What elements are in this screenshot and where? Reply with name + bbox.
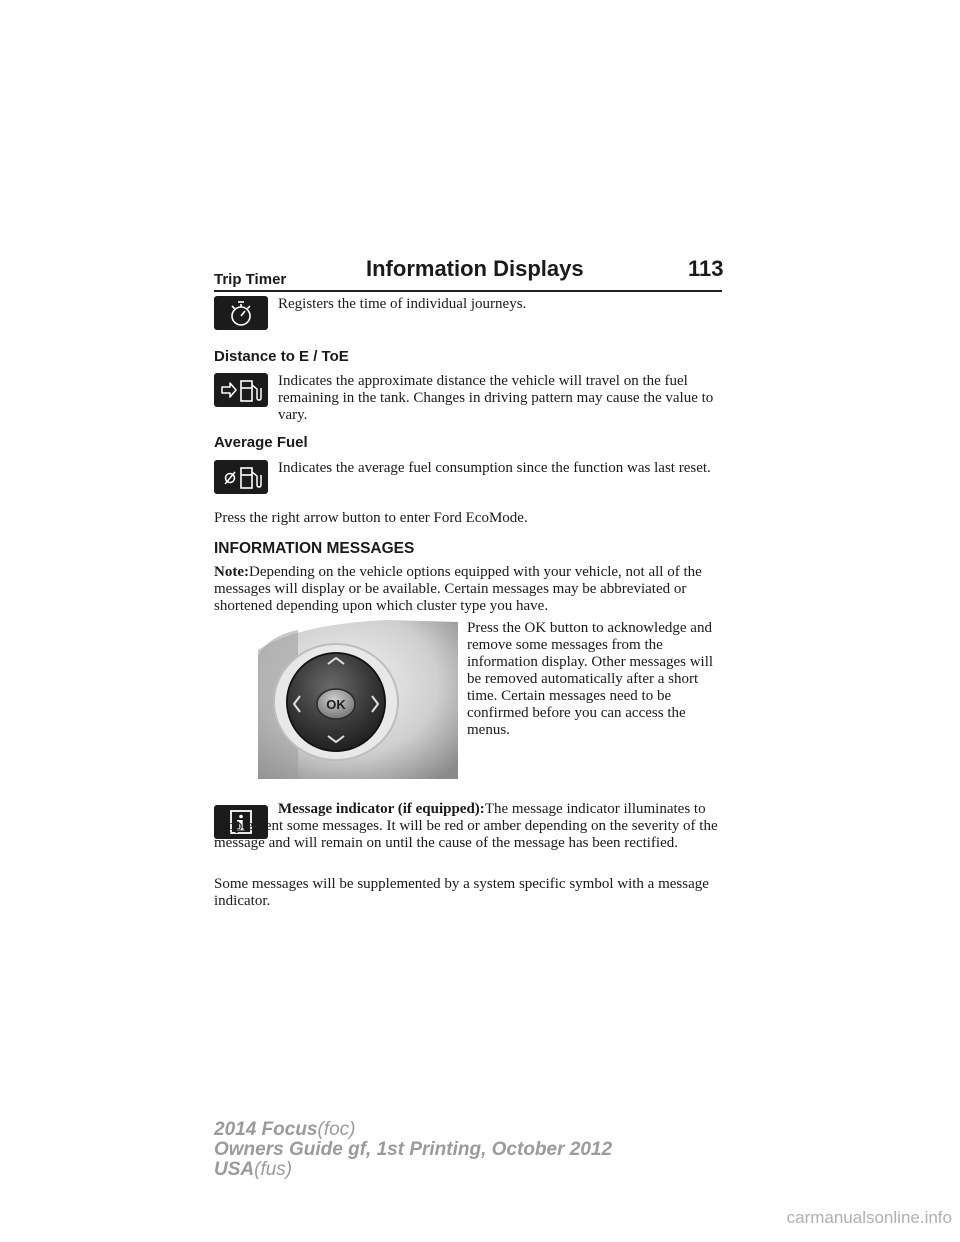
message-indicator-paragraph [214,801,720,852]
ok-button-text: Press the OK button to acknowledge and remove some messages from the information display. Other messages will be removed automatically after a short time. Certain messages need to be confirmed before you can access the menus. [467,620,714,738]
note-label: Note: [214,564,249,580]
average-fuel-heading: Average Fuel [214,434,308,451]
steering-wheel-controls-photo [258,616,458,779]
ok-button-label: OK [326,697,346,712]
fuel-pump-arrow-icon [214,373,268,407]
footer-region-code: (fus) [254,1159,293,1180]
header-rule [214,290,722,292]
average-fuel-text: Indicates the average fuel consumption since the function was last reset. [278,460,711,476]
message-indicator-text: The message indicator illuminates to supplement some messages. It will be red or amber depending on the severity of the message and will remain on until the cause of the message has been rectified. [214,801,718,851]
footer-model-code: (foc) [317,1119,356,1140]
note-text: Depending on the vehicle options equipped with your vehicle, not all of the messages will display or be available. Certain messages may be abbreviated or shortened depending upon which cluster type you have. [214,564,702,614]
distance-to-e-text: Indicates the approximate distance the vehicle will travel on the fuel remaining in the tank. Changes in driving pattern may cause the value to vary. [278,373,714,423]
page-number: 113 [688,256,724,281]
footer [214,1120,612,1180]
ecomode-text: Press the right arrow button to enter Ford EcoMode. [214,510,528,526]
fuel-pump-average-icon [214,460,268,494]
information-messages-heading: INFORMATION MESSAGES [214,540,415,557]
trip-timer-text: Registers the time of individual journeys. [278,296,527,312]
trip-timer-heading: Trip Timer [214,271,287,288]
stopwatch-icon [214,296,268,330]
footer-guide: Owners Guide gf, 1st Printing, October 2012 [214,1139,613,1160]
note-paragraph [214,564,720,615]
page-header-title: Information Displays [366,256,584,281]
watermark: carmanualsonline.info [786,1208,952,1227]
supplement-text: Some messages will be supplemented by a system specific symbol with a message indicator. [214,876,709,909]
footer-region: USA [214,1159,255,1180]
distance-to-e-heading: Distance to E / ToE [214,348,349,365]
footer-model: 2014 Focus [214,1119,318,1140]
message-indicator-label: Message indicator (if equipped): [278,801,485,817]
